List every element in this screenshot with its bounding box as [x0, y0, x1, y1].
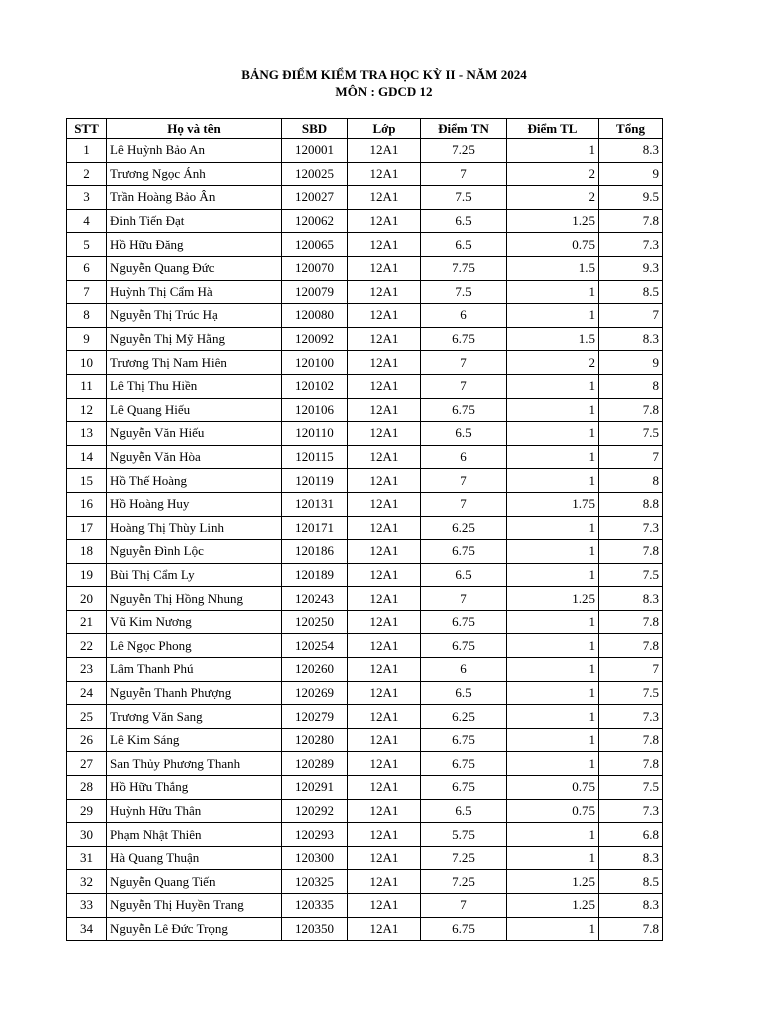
cell-sbd: 120025	[282, 162, 348, 186]
cell-name: Hồ Hữu Đăng	[107, 233, 282, 257]
table-row	[67, 799, 663, 823]
cell-sbd: 120062	[282, 209, 348, 233]
cell-score-tn: 7.5	[421, 280, 507, 304]
table-row	[67, 233, 663, 257]
cell-total: 7.5	[599, 422, 663, 446]
cell-class: 12A1	[348, 233, 421, 257]
cell-class: 12A1	[348, 705, 421, 729]
cell-score-tn: 6.5	[421, 681, 507, 705]
cell-score-tn: 6.75	[421, 752, 507, 776]
cell-stt: 5	[67, 233, 107, 257]
cell-sbd: 120279	[282, 705, 348, 729]
cell-stt: 8	[67, 304, 107, 328]
header-name: Họ và tên	[107, 119, 282, 139]
cell-sbd: 120079	[282, 280, 348, 304]
cell-score-tl: 1	[507, 752, 599, 776]
cell-class: 12A1	[348, 776, 421, 800]
table-row	[67, 870, 663, 894]
table-row	[67, 209, 663, 233]
cell-total: 9	[599, 162, 663, 186]
cell-total: 8.8	[599, 492, 663, 516]
cell-stt: 28	[67, 776, 107, 800]
cell-name: Nguyễn Thị Huyền Trang	[107, 894, 282, 918]
table-row	[67, 139, 663, 163]
cell-class: 12A1	[348, 209, 421, 233]
cell-score-tl: 1	[507, 823, 599, 847]
table-row	[67, 846, 663, 870]
cell-total: 7.8	[599, 610, 663, 634]
cell-sbd: 120102	[282, 374, 348, 398]
cell-score-tl: 1	[507, 728, 599, 752]
cell-total: 7.8	[599, 540, 663, 564]
cell-name: Nguyễn Thanh Phượng	[107, 681, 282, 705]
cell-class: 12A1	[348, 304, 421, 328]
cell-total: 8.3	[599, 327, 663, 351]
table-row	[67, 540, 663, 564]
table-header	[67, 119, 663, 139]
cell-class: 12A1	[348, 422, 421, 446]
cell-score-tl: 1.5	[507, 256, 599, 280]
cell-total: 8.3	[599, 894, 663, 918]
cell-total: 8.3	[599, 846, 663, 870]
cell-total: 7.8	[599, 634, 663, 658]
cell-total: 9.3	[599, 256, 663, 280]
cell-stt: 11	[67, 374, 107, 398]
table-row	[67, 681, 663, 705]
header-sbd: SBD	[282, 119, 348, 139]
cell-sbd: 120269	[282, 681, 348, 705]
cell-total: 7.8	[599, 209, 663, 233]
cell-sbd: 120115	[282, 445, 348, 469]
cell-sbd: 120289	[282, 752, 348, 776]
cell-score-tl: 1	[507, 469, 599, 493]
cell-name: Hồ Hữu Thắng	[107, 776, 282, 800]
cell-sbd: 120186	[282, 540, 348, 564]
cell-sbd: 120293	[282, 823, 348, 847]
cell-score-tl: 1	[507, 658, 599, 682]
cell-stt: 16	[67, 492, 107, 516]
table-body	[67, 139, 663, 941]
cell-name: Trương Ngọc Ánh	[107, 162, 282, 186]
cell-total: 7.8	[599, 728, 663, 752]
cell-class: 12A1	[348, 894, 421, 918]
cell-class: 12A1	[348, 870, 421, 894]
cell-score-tn: 6.75	[421, 634, 507, 658]
cell-sbd: 120325	[282, 870, 348, 894]
cell-stt: 1	[67, 139, 107, 163]
cell-name: Lê Huỳnh Bảo An	[107, 139, 282, 163]
cell-sbd: 120080	[282, 304, 348, 328]
table-row	[67, 776, 663, 800]
cell-total: 7.8	[599, 752, 663, 776]
cell-score-tl: 1	[507, 610, 599, 634]
cell-stt: 26	[67, 728, 107, 752]
cell-total: 8.5	[599, 870, 663, 894]
cell-stt: 25	[67, 705, 107, 729]
cell-score-tl: 1.75	[507, 492, 599, 516]
cell-stt: 33	[67, 894, 107, 918]
table-row	[67, 917, 663, 941]
cell-name: Trương Thị Nam Hiên	[107, 351, 282, 375]
header-class: Lớp	[348, 119, 421, 139]
cell-class: 12A1	[348, 186, 421, 210]
cell-score-tn: 6	[421, 445, 507, 469]
cell-score-tn: 6.25	[421, 516, 507, 540]
cell-class: 12A1	[348, 516, 421, 540]
cell-score-tn: 7	[421, 894, 507, 918]
header-stt: STT	[67, 119, 107, 139]
cell-class: 12A1	[348, 398, 421, 422]
cell-score-tn: 6	[421, 304, 507, 328]
cell-class: 12A1	[348, 587, 421, 611]
cell-score-tn: 7.25	[421, 139, 507, 163]
cell-class: 12A1	[348, 752, 421, 776]
cell-stt: 18	[67, 540, 107, 564]
cell-sbd: 120189	[282, 563, 348, 587]
cell-name: Lê Quang Hiếu	[107, 398, 282, 422]
cell-score-tl: 1	[507, 917, 599, 941]
cell-score-tl: 0.75	[507, 233, 599, 257]
cell-score-tl: 1	[507, 705, 599, 729]
cell-sbd: 120292	[282, 799, 348, 823]
cell-class: 12A1	[348, 256, 421, 280]
cell-score-tn: 7.25	[421, 870, 507, 894]
cell-class: 12A1	[348, 540, 421, 564]
cell-name: Huỳnh Thị Cẩm Hà	[107, 280, 282, 304]
cell-sbd: 120254	[282, 634, 348, 658]
cell-name: Lâm Thanh Phú	[107, 658, 282, 682]
cell-name: San Thủy Phương Thanh	[107, 752, 282, 776]
cell-stt: 21	[67, 610, 107, 634]
cell-stt: 29	[67, 799, 107, 823]
table-row	[67, 610, 663, 634]
cell-total: 8	[599, 469, 663, 493]
table-row	[67, 351, 663, 375]
cell-class: 12A1	[348, 280, 421, 304]
cell-name: Hồ Thế Hoàng	[107, 469, 282, 493]
cell-class: 12A1	[348, 139, 421, 163]
table-row	[67, 634, 663, 658]
table-row	[67, 894, 663, 918]
cell-total: 7.8	[599, 398, 663, 422]
table-row	[67, 823, 663, 847]
document-subtitle: MÔN : GDCD 12	[335, 84, 433, 99]
header-total: Tổng	[599, 119, 663, 139]
cell-name: Nguyễn Thị Trúc Hạ	[107, 304, 282, 328]
table-row	[67, 374, 663, 398]
cell-class: 12A1	[348, 917, 421, 941]
table-row	[67, 728, 663, 752]
cell-score-tn: 6.25	[421, 705, 507, 729]
cell-score-tn: 6.5	[421, 563, 507, 587]
table-row	[67, 563, 663, 587]
cell-score-tn: 5.75	[421, 823, 507, 847]
cell-total: 7.3	[599, 516, 663, 540]
cell-score-tn: 7	[421, 469, 507, 493]
cell-class: 12A1	[348, 634, 421, 658]
cell-class: 12A1	[348, 799, 421, 823]
cell-stt: 7	[67, 280, 107, 304]
cell-name: Lê Ngọc Phong	[107, 634, 282, 658]
cell-class: 12A1	[348, 469, 421, 493]
cell-name: Lê Kim Sáng	[107, 728, 282, 752]
cell-name: Nguyễn Văn Hiếu	[107, 422, 282, 446]
cell-name: Hà Quang Thuận	[107, 846, 282, 870]
cell-sbd: 120243	[282, 587, 348, 611]
cell-score-tl: 2	[507, 186, 599, 210]
cell-stt: 2	[67, 162, 107, 186]
table-row	[67, 705, 663, 729]
cell-score-tn: 7	[421, 351, 507, 375]
cell-sbd: 120171	[282, 516, 348, 540]
table-row	[67, 492, 663, 516]
cell-class: 12A1	[348, 563, 421, 587]
cell-sbd: 120100	[282, 351, 348, 375]
cell-total: 7.8	[599, 917, 663, 941]
cell-score-tn: 7	[421, 162, 507, 186]
cell-score-tl: 2	[507, 351, 599, 375]
cell-name: Nguyễn Thị Hồng Nhung	[107, 587, 282, 611]
cell-name: Đinh Tiến Đạt	[107, 209, 282, 233]
cell-total: 6.8	[599, 823, 663, 847]
cell-name: Nguyễn Văn Hòa	[107, 445, 282, 469]
cell-stt: 6	[67, 256, 107, 280]
cell-class: 12A1	[348, 846, 421, 870]
cell-sbd: 120065	[282, 233, 348, 257]
table-row	[67, 469, 663, 493]
cell-name: Vũ Kim Nương	[107, 610, 282, 634]
cell-sbd: 120260	[282, 658, 348, 682]
cell-score-tn: 7.25	[421, 846, 507, 870]
cell-stt: 12	[67, 398, 107, 422]
cell-score-tn: 7	[421, 374, 507, 398]
cell-name: Trần Hoàng Bảo Ân	[107, 186, 282, 210]
cell-stt: 9	[67, 327, 107, 351]
cell-total: 8.5	[599, 280, 663, 304]
cell-stt: 24	[67, 681, 107, 705]
cell-total: 7.5	[599, 776, 663, 800]
cell-stt: 14	[67, 445, 107, 469]
cell-score-tl: 1	[507, 445, 599, 469]
cell-total: 8.3	[599, 139, 663, 163]
cell-sbd: 120335	[282, 894, 348, 918]
header-row	[67, 119, 663, 139]
cell-score-tl: 1	[507, 422, 599, 446]
table-row	[67, 445, 663, 469]
cell-sbd: 120092	[282, 327, 348, 351]
cell-stt: 4	[67, 209, 107, 233]
cell-class: 12A1	[348, 658, 421, 682]
cell-sbd: 120070	[282, 256, 348, 280]
table-row	[67, 398, 663, 422]
cell-total: 7	[599, 658, 663, 682]
cell-score-tl: 1	[507, 516, 599, 540]
cell-stt: 31	[67, 846, 107, 870]
cell-name: Nguyễn Quang Tiến	[107, 870, 282, 894]
cell-score-tn: 6.5	[421, 799, 507, 823]
cell-score-tn: 7.5	[421, 186, 507, 210]
table-row	[67, 186, 663, 210]
cell-score-tl: 1.25	[507, 587, 599, 611]
cell-total: 7.3	[599, 799, 663, 823]
cell-score-tl: 1	[507, 139, 599, 163]
cell-class: 12A1	[348, 327, 421, 351]
cell-score-tl: 1	[507, 304, 599, 328]
cell-class: 12A1	[348, 610, 421, 634]
cell-score-tn: 6	[421, 658, 507, 682]
cell-class: 12A1	[348, 823, 421, 847]
cell-name: Hồ Hoàng Huy	[107, 492, 282, 516]
table-row	[67, 658, 663, 682]
cell-score-tn: 6.75	[421, 610, 507, 634]
cell-score-tl: 1	[507, 374, 599, 398]
cell-total: 7.5	[599, 681, 663, 705]
cell-name: Nguyễn Quang Đức	[107, 256, 282, 280]
cell-total: 9.5	[599, 186, 663, 210]
cell-score-tn: 7	[421, 492, 507, 516]
cell-score-tn: 6.75	[421, 776, 507, 800]
cell-sbd: 120250	[282, 610, 348, 634]
cell-score-tn: 6.75	[421, 728, 507, 752]
cell-class: 12A1	[348, 162, 421, 186]
cell-stt: 23	[67, 658, 107, 682]
cell-score-tl: 1	[507, 540, 599, 564]
cell-stt: 27	[67, 752, 107, 776]
cell-total: 7.3	[599, 233, 663, 257]
cell-score-tl: 1	[507, 634, 599, 658]
score-table	[66, 118, 663, 941]
cell-stt: 19	[67, 563, 107, 587]
cell-total: 8	[599, 374, 663, 398]
cell-score-tl: 1	[507, 846, 599, 870]
cell-class: 12A1	[348, 728, 421, 752]
cell-stt: 32	[67, 870, 107, 894]
header-score-tl: Điểm TL	[507, 119, 599, 139]
cell-stt: 10	[67, 351, 107, 375]
cell-score-tl: 1.25	[507, 894, 599, 918]
cell-sbd: 120350	[282, 917, 348, 941]
cell-name: Nguyễn Đình Lộc	[107, 540, 282, 564]
cell-sbd: 120110	[282, 422, 348, 446]
cell-stt: 30	[67, 823, 107, 847]
cell-name: Huỳnh Hữu Thân	[107, 799, 282, 823]
cell-class: 12A1	[348, 445, 421, 469]
cell-name: Phạm Nhật Thiên	[107, 823, 282, 847]
table-row	[67, 516, 663, 540]
cell-score-tl: 1.5	[507, 327, 599, 351]
cell-score-tn: 7	[421, 587, 507, 611]
cell-score-tn: 6.75	[421, 917, 507, 941]
table-row	[67, 280, 663, 304]
cell-sbd: 120027	[282, 186, 348, 210]
cell-total: 9	[599, 351, 663, 375]
table-row	[67, 327, 663, 351]
cell-score-tl: 0.75	[507, 776, 599, 800]
cell-name: Nguyễn Lê Đức Trọng	[107, 917, 282, 941]
cell-class: 12A1	[348, 492, 421, 516]
cell-stt: 3	[67, 186, 107, 210]
cell-stt: 15	[67, 469, 107, 493]
table-row	[67, 422, 663, 446]
cell-total: 7.5	[599, 563, 663, 587]
table-row	[67, 304, 663, 328]
cell-sbd: 120300	[282, 846, 348, 870]
cell-score-tn: 6.5	[421, 233, 507, 257]
cell-score-tl: 2	[507, 162, 599, 186]
cell-stt: 20	[67, 587, 107, 611]
cell-score-tn: 6.5	[421, 422, 507, 446]
cell-name: Trương Văn Sang	[107, 705, 282, 729]
header-score-tn: Điểm TN	[421, 119, 507, 139]
cell-score-tn: 6.75	[421, 540, 507, 564]
cell-score-tl: 1.25	[507, 209, 599, 233]
cell-score-tn: 6.75	[421, 398, 507, 422]
cell-sbd: 120291	[282, 776, 348, 800]
cell-total: 7	[599, 304, 663, 328]
cell-name: Nguyễn Thị Mỹ Hằng	[107, 327, 282, 351]
cell-score-tn: 6.5	[421, 209, 507, 233]
cell-name: Bùi Thị Cẩm Ly	[107, 563, 282, 587]
cell-class: 12A1	[348, 374, 421, 398]
cell-name: Lê Thị Thu Hiền	[107, 374, 282, 398]
cell-sbd: 120280	[282, 728, 348, 752]
cell-score-tl: 1	[507, 398, 599, 422]
cell-class: 12A1	[348, 351, 421, 375]
cell-score-tl: 1	[507, 280, 599, 304]
cell-score-tl: 1.25	[507, 870, 599, 894]
cell-score-tl: 1	[507, 563, 599, 587]
table-row	[67, 752, 663, 776]
cell-sbd: 120131	[282, 492, 348, 516]
cell-stt: 34	[67, 917, 107, 941]
cell-total: 8.3	[599, 587, 663, 611]
cell-score-tn: 7.75	[421, 256, 507, 280]
cell-sbd: 120119	[282, 469, 348, 493]
cell-name: Hoàng Thị Thùy Linh	[107, 516, 282, 540]
cell-stt: 13	[67, 422, 107, 446]
cell-stt: 22	[67, 634, 107, 658]
cell-score-tl: 1	[507, 681, 599, 705]
cell-total: 7	[599, 445, 663, 469]
table-row	[67, 256, 663, 280]
cell-score-tn: 6.75	[421, 327, 507, 351]
cell-stt: 17	[67, 516, 107, 540]
cell-sbd: 120001	[282, 139, 348, 163]
table-row	[67, 587, 663, 611]
cell-class: 12A1	[348, 681, 421, 705]
document-title: BẢNG ĐIỂM KIỂM TRA HỌC KỲ II - NĂM 2024	[241, 67, 527, 82]
cell-score-tl: 0.75	[507, 799, 599, 823]
cell-total: 7.3	[599, 705, 663, 729]
cell-sbd: 120106	[282, 398, 348, 422]
table-row	[67, 162, 663, 186]
